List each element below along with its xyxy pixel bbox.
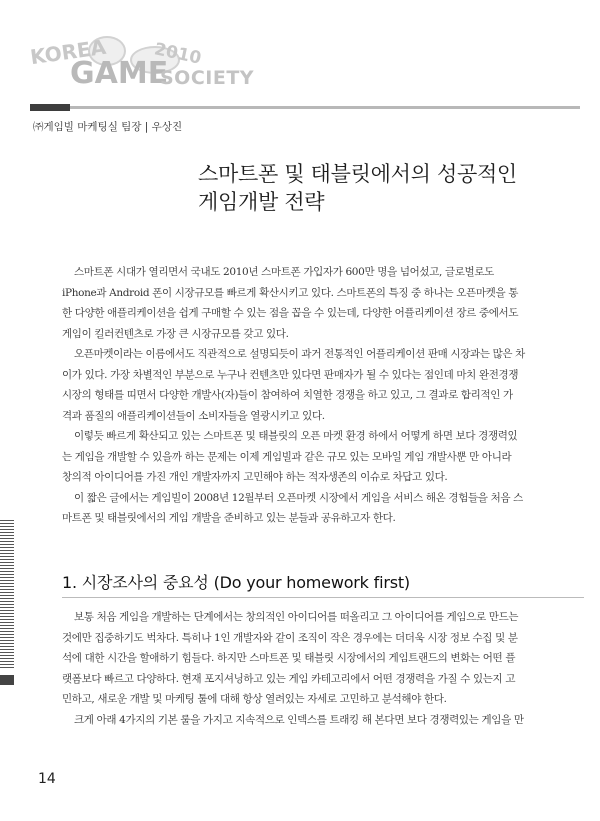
logo-word-korea: KOREA bbox=[28, 34, 108, 70]
logo-word-society: SOCIETY bbox=[160, 67, 255, 89]
text-line: 랫폼보다 빠르고 다양하다. 현재 포지셔닝하고 있는 게임 카테고리에서 어떤 경쟁력을 가질 수 있는지 고 bbox=[62, 672, 516, 685]
text-line: 오픈마켓이라는 이름에서도 직관적으로 설명되듯이 과거 전통적인 어플리케이션 판매 시장과는 많은 차 bbox=[74, 348, 525, 360]
text-line: 이 짧은 글에서는 게임빌이 2008년 12월부터 오픈마켓 시장에서 게임을 서비스 해온 경험들을 처음 스 bbox=[74, 491, 523, 504]
intro-section bbox=[62, 262, 584, 529]
text-line: 한 다양한 애플리케이션을 쉽게 구매할 수 있는 점을 꼽을 수 있는데, 다양한 어플리케이션 장르 중에서도 bbox=[62, 307, 519, 319]
logo-word-year: 2010 bbox=[152, 39, 203, 69]
text-line: 스마트폰 시대가 열리면서 국내도 2010년 스마트폰 가입자가 600만 명을 넘어섰고, 글로벌로도 bbox=[74, 266, 494, 278]
section-paragraph bbox=[62, 710, 584, 731]
text-line: 석에 대한 시간을 할애하기 힘들다. 하지만 스마트폰 및 태블릿 시장에서의 게임트랜드의 변화는 어떤 플 bbox=[62, 652, 516, 664]
intro-paragraph bbox=[62, 344, 584, 426]
text-line: 마트폰 및 태블릿에서의 게임 개발을 준비하고 있는 분들과 공유하고자 한다. bbox=[62, 512, 396, 524]
margin-stripe-decoration bbox=[0, 520, 14, 670]
logo-word-game: GAME bbox=[70, 56, 169, 91]
text-line: 보통 처음 게임을 개발하는 단계에서는 창의적인 아이디어를 떠올리고 그 아이디어를 게임으로 만드는 bbox=[74, 611, 519, 623]
section-body bbox=[62, 607, 584, 730]
header-rule bbox=[70, 106, 580, 109]
korea-game-society-logo bbox=[28, 34, 255, 94]
section-heading: 1. 시장조사의 중요성 (Do your homework first) bbox=[62, 573, 410, 592]
text-line: iPhone과 Android 폰이 시장규모를 빠르게 확산시키고 있다. 스마트폰의 특징 중 하나는 오픈마켓을 통 bbox=[62, 286, 519, 299]
article-title bbox=[198, 160, 578, 216]
section-rule bbox=[62, 597, 584, 598]
intro-paragraph bbox=[62, 426, 584, 488]
intro-paragraph bbox=[62, 488, 584, 529]
margin-bar-decoration bbox=[0, 675, 14, 685]
text-line: 는 게임을 개발할 수 있을까 하는 문제는 이제 게임빌과 같은 규모 있는 모바일 게임 개발사뿐 만 아니라 bbox=[62, 450, 512, 463]
text-line: 이가 있다. 가장 차별적인 부분으로 누구나 컨텐츠만 있다면 판매자가 될 수 있다는 점인데 마치 완전경쟁 bbox=[62, 368, 519, 381]
article-title-line: 스마트폰 및 태블릿에서의 성공적인 bbox=[198, 162, 517, 186]
text-line: 것에만 집중하기도 벅차다. 특히나 1인 개발자와 같이 조직이 작은 경우에는 더더욱 시장 정보 수집 및 분 bbox=[62, 631, 518, 644]
text-line: 격과 품질의 애플리케이션들이 소비자들을 열광시키고 있다. bbox=[62, 409, 325, 422]
text-line: 이렇듯 빠르게 확산되고 있는 스마트폰 및 태블릿의 오픈 마켓 환경 하에서 어떻게 하면 보다 경쟁력있 bbox=[74, 430, 518, 442]
intro-paragraph bbox=[62, 262, 584, 344]
text-line: 시장의 형태를 띠면서 다양한 개발사(자)들이 참여하여 치열한 경쟁을 하고 있고, 그 결과로 합리적인 가 bbox=[62, 389, 513, 401]
header-rule-dark bbox=[30, 104, 70, 111]
section-paragraph bbox=[62, 607, 584, 710]
page-number: 14 bbox=[38, 771, 56, 787]
author-line: ㈜게임빌 마케팅실 팀장 | 우상진 bbox=[33, 121, 183, 133]
text-line: 게임이 킬러컨텐츠로 가장 큰 시장규모를 갖고 있다. bbox=[62, 327, 289, 340]
text-line: 창의적 아이디어를 가진 개인 개발자까지 고민해야 하는 적자생존의 이슈로 차답고 있다. bbox=[62, 471, 448, 483]
article-title-line: 게임개발 전략 bbox=[198, 190, 325, 214]
text-line: 민하고, 새로운 개발 및 마케팅 툴에 대해 항상 열려있는 자세로 고민하고 분석해야 한다. bbox=[62, 693, 447, 705]
text-line: 크게 아래 4가지의 기본 룰을 가지고 지속적으로 인덱스를 트래킹 해 본다면 보다 경쟁력있는 게임을 만 bbox=[74, 713, 524, 726]
